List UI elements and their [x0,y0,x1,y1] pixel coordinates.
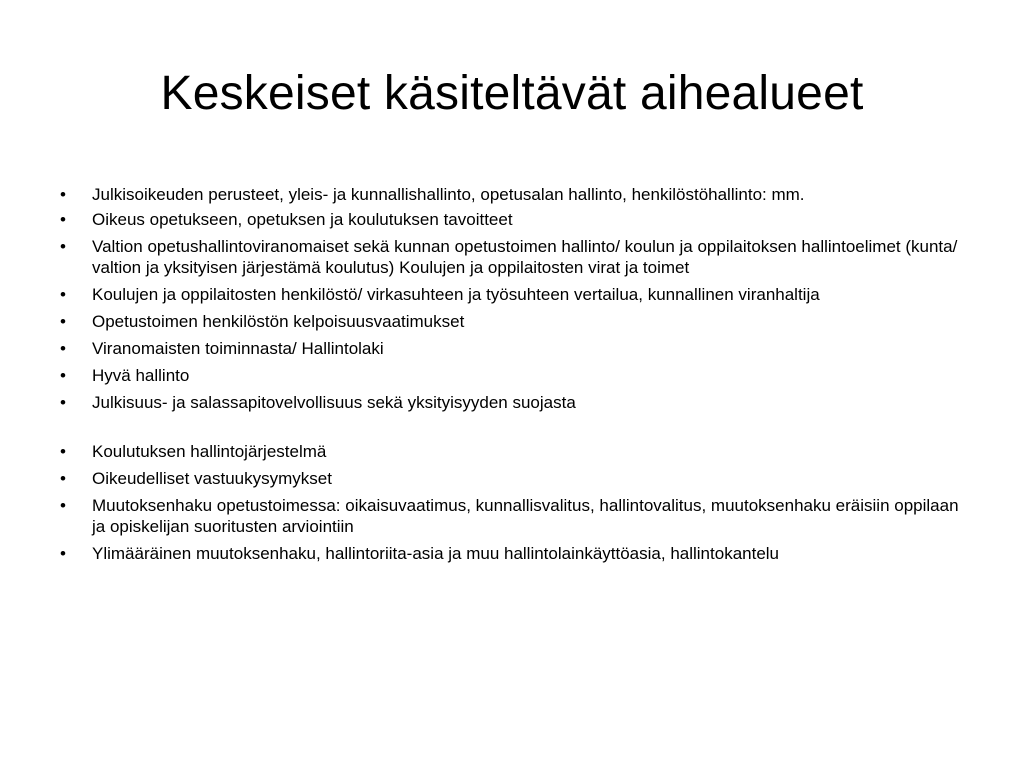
list-item-text: Hyvä hallinto [92,366,190,385]
list-spacer [60,419,960,441]
list-item-text: Julkisuus- ja salassapitovelvollisuus sekä yksityisyyden suojasta [92,393,576,412]
list-item-text: Opetustoimen henkilöstön kelpoisuusvaatimukset [92,312,465,331]
bullet-icon: • [60,312,66,331]
bullet-icon: • [60,339,66,358]
bullet-icon: • [60,185,66,204]
list-item [60,468,960,489]
list-item [60,543,960,564]
list-item [60,392,960,413]
list-item [60,284,960,305]
bullet-icon: • [60,442,66,461]
list-item-text: Oikeudelliset vastuukysymykset [92,469,332,488]
list-item-text: Ylimääräinen muutoksenhaku, hallintoriita-asia ja muu hallintolainkäyttöasia, hallintokantelu [92,544,780,563]
list-item-text: Oikeus opetukseen, opetuksen ja koulutuksen tavoitteet [92,210,513,229]
list-item-text: Muutoksenhaku opetustoimessa: oikaisuvaatimus, kunnallisvalitus, hallintovalitus, muutoksenhaku eräisiin oppilaan ja opiskelijan suoritusten arviointiin [92,496,959,536]
bullet-icon: • [60,393,66,412]
list-item [60,365,960,386]
list-item [60,311,960,332]
bullet-icon: • [60,469,66,488]
bullet-icon: • [60,544,66,563]
list-item [60,236,960,278]
bullet-icon: • [60,366,66,385]
list-item-text: Valtion opetushallintoviranomaiset sekä kunnan opetustoimen hallinto/ koulun ja oppilaitoksen hallintoelimet (kunta/ valtion ja yksityisen järjestämä koulutus) Koulujen ja oppilaitosten virat ja toimet [92,237,958,277]
bullet-icon: • [60,496,66,515]
bullet-list [60,180,960,570]
list-item [60,338,960,359]
bullet-icon: • [60,210,66,229]
list-item [60,209,960,230]
slide-title: Keskeiset käsiteltävät aihealueet [160,67,864,120]
list-item-text: Viranomaisten toiminnasta/ Hallintolaki [92,339,384,358]
list-item-text: Koulutuksen hallintojärjestelmä [92,442,327,461]
list-item-text: Koulujen ja oppilaitosten henkilöstö/ virkasuhteen ja työsuhteen vertailua, kunnallinen viranhaltija [92,285,820,304]
list-item [60,495,960,537]
list-item [60,441,960,462]
bullet-icon: • [60,237,66,256]
bullet-icon: • [60,285,66,304]
list-item [60,180,960,209]
list-item-text: Julkisoikeuden perusteet, yleis- ja kunnallishallinto, opetusalan hallinto, henkilöstöhallinto: mm. [92,185,805,204]
